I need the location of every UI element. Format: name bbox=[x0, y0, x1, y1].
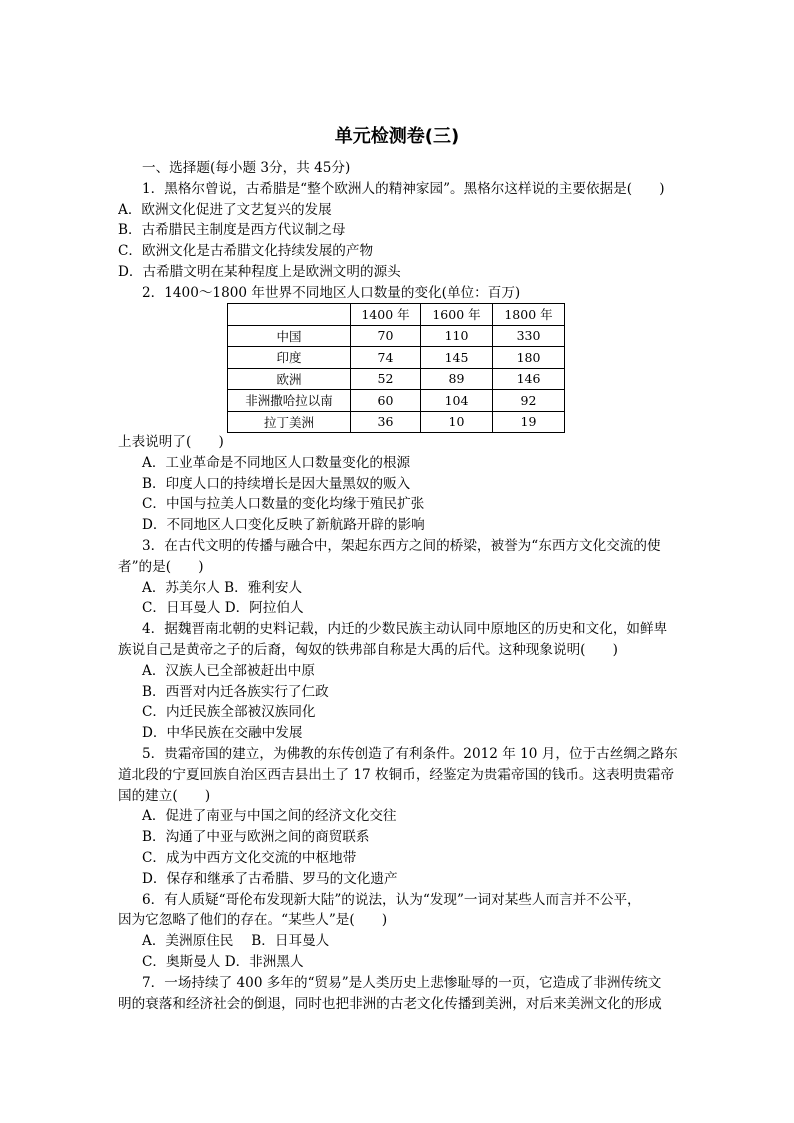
q6-stem-line2: 因为它忽略了他们的存在。“某些人”是( ) bbox=[118, 912, 388, 929]
q2-option-a: A．工业革命是不同地区人口数量变化的根源 bbox=[142, 454, 411, 471]
q5-option-c: C．成为中西方文化交流的中枢地带 bbox=[142, 849, 357, 866]
table-cell: 330 bbox=[493, 325, 565, 347]
q5-option-d: D．保存和继承了古希腊、罗马的文化遗产 bbox=[142, 870, 398, 887]
table-cell: 36 bbox=[351, 411, 421, 433]
table-cell: 10 bbox=[421, 411, 493, 433]
table-row bbox=[228, 347, 565, 369]
q3-stem-line2: 者”的是( ) bbox=[118, 558, 204, 575]
table-cell: 89 bbox=[421, 368, 493, 390]
q4-stem-line1: 4．据魏晋南北朝的史料记载，内迁的少数民族主动认同中原地区的历史和文化，如鲜卑 bbox=[142, 621, 668, 638]
q6-options-ab: A．美洲原住民 B．日耳曼人 bbox=[142, 933, 330, 950]
q1-option-b: B．古希腊民主制度是西方代议制之母 bbox=[118, 222, 346, 239]
q1-option-d: D．古希腊文明在某种程度上是欧洲文明的源头 bbox=[118, 263, 401, 280]
q7-stem-line1: 7．一场持续了 400 多年的“贸易”是人类历史上悲惨耻辱的一页，它造成了非洲传统文 bbox=[142, 974, 662, 991]
q5-stem-line2: 道北段的宁夏回族自治区西吉县出土了 17 枚铜币，经鉴定为贵霜帝国的钱币。这表明贵霜帝 bbox=[118, 766, 675, 783]
table-cell: 145 bbox=[421, 347, 493, 369]
table-cell: 60 bbox=[351, 390, 421, 412]
table-cell: 印度 bbox=[228, 347, 351, 369]
table-header-row bbox=[228, 304, 565, 326]
table-cell: 52 bbox=[351, 368, 421, 390]
table-header-cell: 1400 年 bbox=[351, 304, 421, 326]
q4-option-b: B．西晋对内迁各族实行了仁政 bbox=[142, 683, 329, 700]
q6-stem-line1: 6．有人质疑“哥伦布发现新大陆”的说法，认为“发现”一词对某些人而言并不公平， bbox=[142, 891, 641, 908]
table-cell: 70 bbox=[351, 325, 421, 347]
q4-option-c: C．内迁民族全部被汉族同化 bbox=[142, 704, 316, 721]
q3-stem-line1: 3．在古代文明的传播与融合中，架起东西方之间的桥梁，被誉为“东西方文化交流的使 bbox=[142, 537, 661, 554]
q5-option-b: B．沟通了中亚与欧洲之间的商贸联系 bbox=[142, 829, 370, 846]
q4-option-a: A．汉族人已全部被赶出中原 bbox=[142, 662, 315, 679]
table-cell: 146 bbox=[493, 368, 565, 390]
q2-option-b: B．印度人口的持续增长是因大量黑奴的贩入 bbox=[142, 475, 411, 492]
q5-stem-line1: 5．贵霜帝国的建立，为佛教的东传创造了有利条件。2012 年 10 月，位于古丝绸之路东 bbox=[142, 745, 678, 762]
table-cell: 非洲撒哈拉以南 bbox=[228, 390, 351, 412]
table-cell: 92 bbox=[493, 390, 565, 412]
population-table bbox=[227, 303, 565, 433]
q6-options-cd: C．奥斯曼人 D．非洲黑人 bbox=[142, 953, 304, 970]
q3-options-cd: C．日耳曼人 D．阿拉伯人 bbox=[142, 600, 304, 617]
questions-part-1 bbox=[118, 158, 682, 304]
table-cell: 中国 bbox=[228, 325, 351, 347]
q7-stem-line2: 明的衰落和经济社会的倒退，同时也把非洲的古老文化传播到美洲，对后来美洲文化的形成 bbox=[118, 995, 662, 1012]
table-cell: 拉丁美洲 bbox=[228, 411, 351, 433]
table-cell: 104 bbox=[421, 390, 493, 412]
table-cell: 19 bbox=[493, 411, 565, 433]
table-row bbox=[228, 411, 565, 433]
table-header-cell: 1600 年 bbox=[421, 304, 493, 326]
section-heading: 一、选择题(每小题 3分，共 45分) bbox=[142, 160, 351, 176]
table-cell: 74 bbox=[351, 347, 421, 369]
q4-option-d: D．中华民族在交融中发展 bbox=[142, 725, 303, 742]
q2-option-d: D．不同地区人口变化反映了新航路开辟的影响 bbox=[142, 517, 425, 534]
table-row bbox=[228, 325, 565, 347]
table-cell: 欧洲 bbox=[228, 368, 351, 390]
q2-option-c: C．中国与拉美人口数量的变化均缘于殖民扩张 bbox=[142, 496, 425, 513]
table-cell: 180 bbox=[493, 347, 565, 369]
questions-part-2 bbox=[118, 432, 682, 1014]
q1-stem: 1．黑格尔曾说，古希腊是“整个欧洲人的精神家园”。黑格尔这样说的主要依据是( ) bbox=[142, 180, 665, 197]
q2-stem: 2．1400～1800 年世界不同地区人口数量的变化(单位：百万) bbox=[142, 284, 521, 301]
q3-options-ab: A．苏美尔人 B．雅利安人 bbox=[142, 579, 303, 596]
q4-stem-line2: 族说自己是黄帝之子的后裔，匈奴的铁弗部自称是大禹的后代。这种现象说明( ) bbox=[118, 641, 618, 658]
page-title: 单元检测卷(三) bbox=[334, 126, 460, 147]
table-header-cell bbox=[228, 304, 351, 326]
q1-option-c: C．欧洲文化是古希腊文化持续发展的产物 bbox=[118, 243, 374, 260]
table-cell: 110 bbox=[421, 325, 493, 347]
q5-stem-line3: 国的建立( ) bbox=[118, 787, 211, 804]
table-header-cell: 1800 年 bbox=[493, 304, 565, 326]
q5-option-a: A．促进了南亚与中国之间的经济文化交往 bbox=[142, 808, 397, 825]
table-row bbox=[228, 390, 565, 412]
table-row bbox=[228, 368, 565, 390]
q2-lead: 上表说明了( ) bbox=[118, 434, 224, 450]
q1-option-a: A．欧洲文化促进了文艺复兴的发展 bbox=[118, 201, 332, 218]
